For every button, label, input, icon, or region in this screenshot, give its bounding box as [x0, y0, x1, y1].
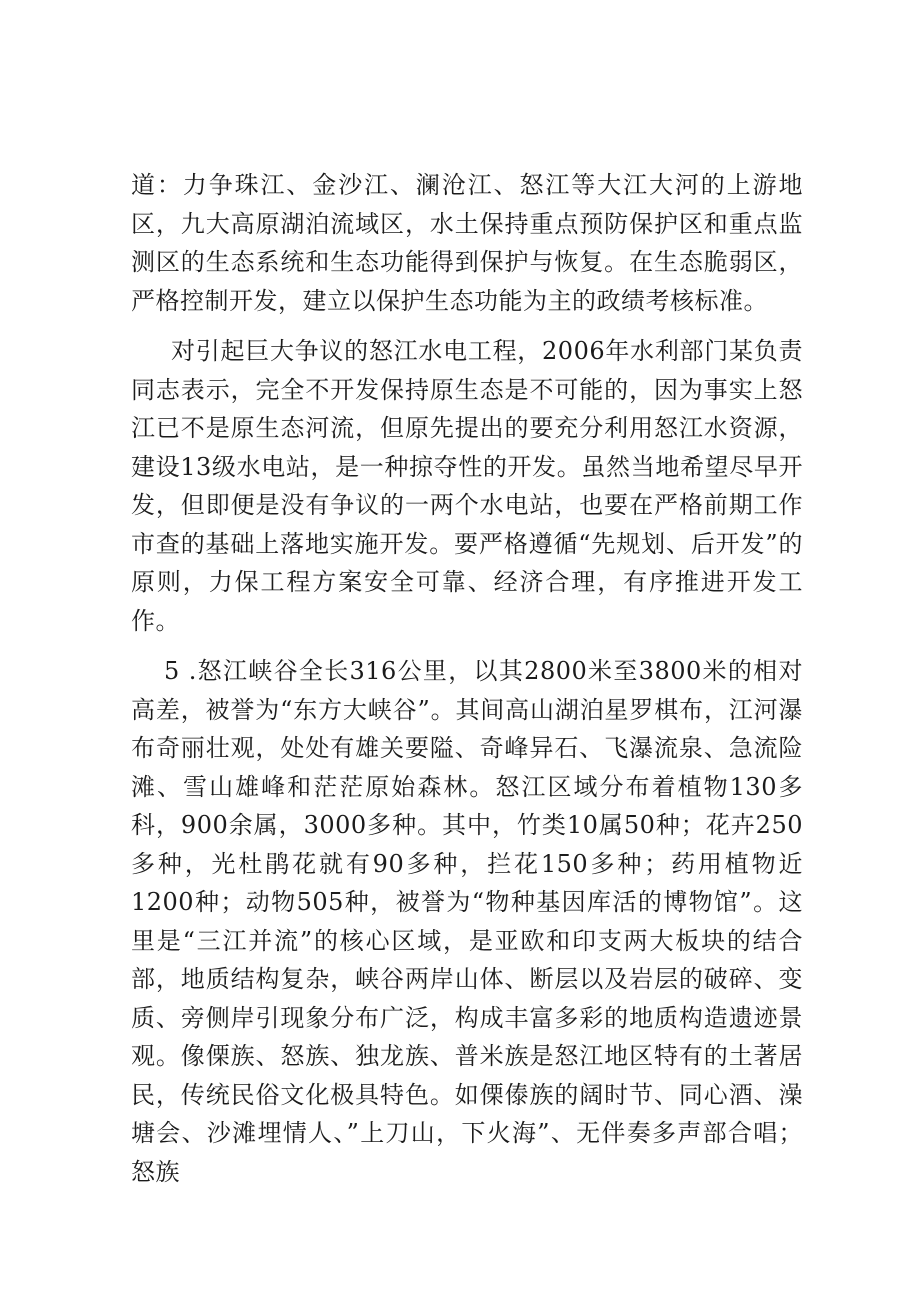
paragraph-nujiang-gorge: 5 .怒江峡谷全长316公里，以其2800米至3800米的相对高差，被誉为“东方大峡谷”。其间高山湖泊星罗棋布，江河瀑布奇丽壮观，处处有雄关要隘、奇峰异石、飞瀑流泉、急流险滩、雪山雄峰和茫茫原始森林。怒江区域分布着植物130多科，900余属，3000多种。其中，竹类10属50种；花卉250多种，光杜鹃花就有90多种，拦花150多种；药用植物近1200种；动物505种，被誉为“物种基因库活的博物馆”。这里是“三江并流”的核心区域，是亚欧和印支两大板块的结合部，地质结构复杂，峡谷两岸山体、断层以及岩层的破碎、变质、旁侧岸引现象分布广泛，构成丰富多彩的地质构造遗迹景观。像傈族、怒族、独龙族、普米族是怒江地区特有的土著居民，传统民俗文化极具特色。如傈傣族的阔时节、同心酒、澡塘会、沙滩埋情人、”上刀山，下火海”、无伴奏多声部合唱；怒族: [131, 657, 803, 1186]
paragraph-nujiang-hydropower: 对引起巨大争议的怒江水电工程，2006年水利部门某负责同志表示，完全不开发保持原生态是不可能的，因为事实上怒江已不是原生态河流，但原先提出的要充分利用怒江水资源，建设13级水电站，是一种掠夺性的开发。虽然当地希望尽早开发，但即便是没有争议的一两个水电站，也要在严格前期工作市查的基础上落地实施开发。要严格遵循“先规划、后开发”的原则，力保工程方案安全可靠、经济合理，有序推进开发工作。: [131, 337, 803, 635]
paragraph-continued: 道：力争珠江、金沙江、澜沧江、怒江等大江大河的上游地区，九大高原湖泊流域区，水土保持重点预防保护区和重点监测区的生态系统和生态功能得到保护与恢复。在生态脆弱区，严格控制开发，建立以保护生态功能为主的政绩考核标准。: [131, 171, 803, 315]
document-page: [131, 166, 803, 1203]
